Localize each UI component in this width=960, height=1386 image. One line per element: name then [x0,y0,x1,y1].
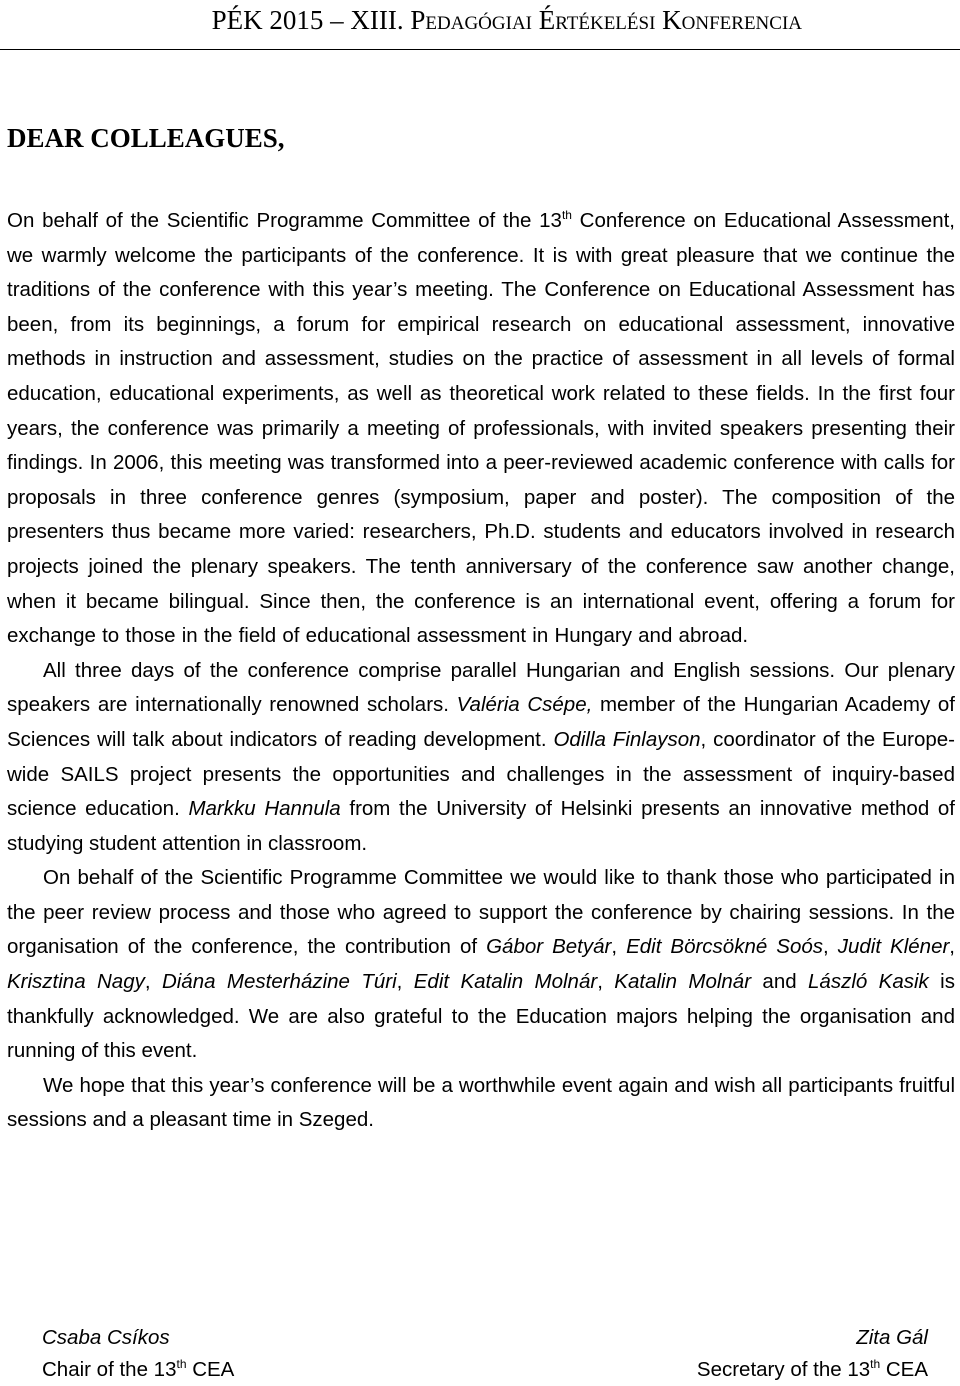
speaker-name-3: Markku Hannula [188,797,341,821]
p3-text-2: is thankfully acknowledged. We are also grateful to the Education majors helping the organisation and running of this event. [7,970,955,1063]
separator: , [611,935,627,959]
role-ordinal-suffix: th [176,1357,187,1372]
role-text: Chair of the 13 [42,1358,177,1381]
role-text: Secretary of the 13 [696,1358,871,1381]
p1-text-a: On behalf of the Scientific Programme Committee of the 13 [7,209,562,232]
p1-text-b: Conference on Educational Assessment, we warmly welcome the participants of the conference. It is with great pleasure that we continue the traditions of the conference with this year’s meeting. The Conference on Educational Assessment has been, from its beginnings, a forum for empirical research on educational assessment, innovative methods in instruction and assessment, studies on the practice of assessment in all levels of formal education, educational experiments, as well as theoretical work related to these fields. In the first four years, the conference was primarily a meeting of professionals, with invited speakers presenting their findings. In 2006, this meeting was transformed into a peer-reviewed academic conference with calls for proposals in three conference genres (symposium, paper and poster). The composition of the presenters thus became more varied: researchers, Ph.D. students and educators involved in research projects joined the plenary speakers. The tenth anniversary of the conference saw another change, when it became bilingual. Since then, the conference is an international event, offering a forum for exchange to those in the field of educational assessment in Hungary and abroad. [7,209,955,648]
signature-secretary-name: Zita Gál [856,1326,928,1349]
role-text: CEA [880,1358,928,1381]
signature-chair [42,1322,234,1386]
letter-body [7,204,955,1138]
contributor-name: Edit Börcsökné Soós [626,935,823,959]
p2-text-3: , coordinator of the Europe-wide SAILS project presents the opportunities and challenges in the assessment of inquiry-based science education. [7,727,955,821]
role-text: CEA [186,1358,235,1381]
separator: , [597,970,615,994]
separator: , [823,935,838,959]
signature-chair-name: Csaba Csíkos [42,1326,170,1349]
header-conference-name: Pedagógiai Értékelési Konferencia [410,5,802,35]
signature-secretary-role [697,1354,928,1386]
signature-secretary [697,1322,928,1386]
paragraph-welcome [7,204,955,654]
separator: , [144,970,162,994]
salutation-heading: DEAR COLLEAGUES, [7,123,285,153]
contributor-name: László Kasik [808,970,929,994]
separator: , [396,970,414,994]
p2-text-1: All three days of the conference comprise parallel Hungarian and English sessions. Our plenary speakers are internationally renowned scholars. [7,658,955,717]
contributor-name: Judit Kléner [837,935,950,959]
paragraph-closing: We hope that this year’s conference will be a worthwhile event again and wish all participants fruitful sessions and a pleasant time in Szeged. [7,1073,955,1132]
p1-ordinal-suffix: th [561,208,572,223]
contributor-name: Diána Mesterházine Túri [161,970,397,994]
role-ordinal-suffix: th [870,1357,881,1372]
signature-chair-role [42,1354,234,1386]
contributor-name: Katalin Molnár [614,970,752,994]
separator: and [751,970,809,994]
separator: , [949,935,955,959]
p2-text-4: from the University of Helsinki presents an innovative method of studying student attention in classroom. [7,797,955,855]
paragraph-plenary-speakers [7,654,955,862]
p3-text-1: On behalf of the Scientific Programme Committee we would like to thank those who participated in the peer review process and those who agreed to support the conference by chairing sessions. In the organisation of the conference, the contribution of [7,866,955,959]
speaker-name-2: Odilla Finlayson [553,727,701,751]
p2-text-2: member of the Hungarian Academy of Sciences will talk about indicators of reading development. [7,693,955,751]
running-header [0,0,960,50]
contributor-name: Krisztina Nagy [7,970,145,994]
contributor-name: Edit Katalin Molnár [413,970,598,994]
paragraph-acknowledgements [7,861,955,1069]
speaker-name-1: Valéria Csépe, [456,693,593,717]
header-edition: PÉK 2015 – XIII. [211,5,411,35]
contributor-name: Gábor Betyár [486,935,612,959]
